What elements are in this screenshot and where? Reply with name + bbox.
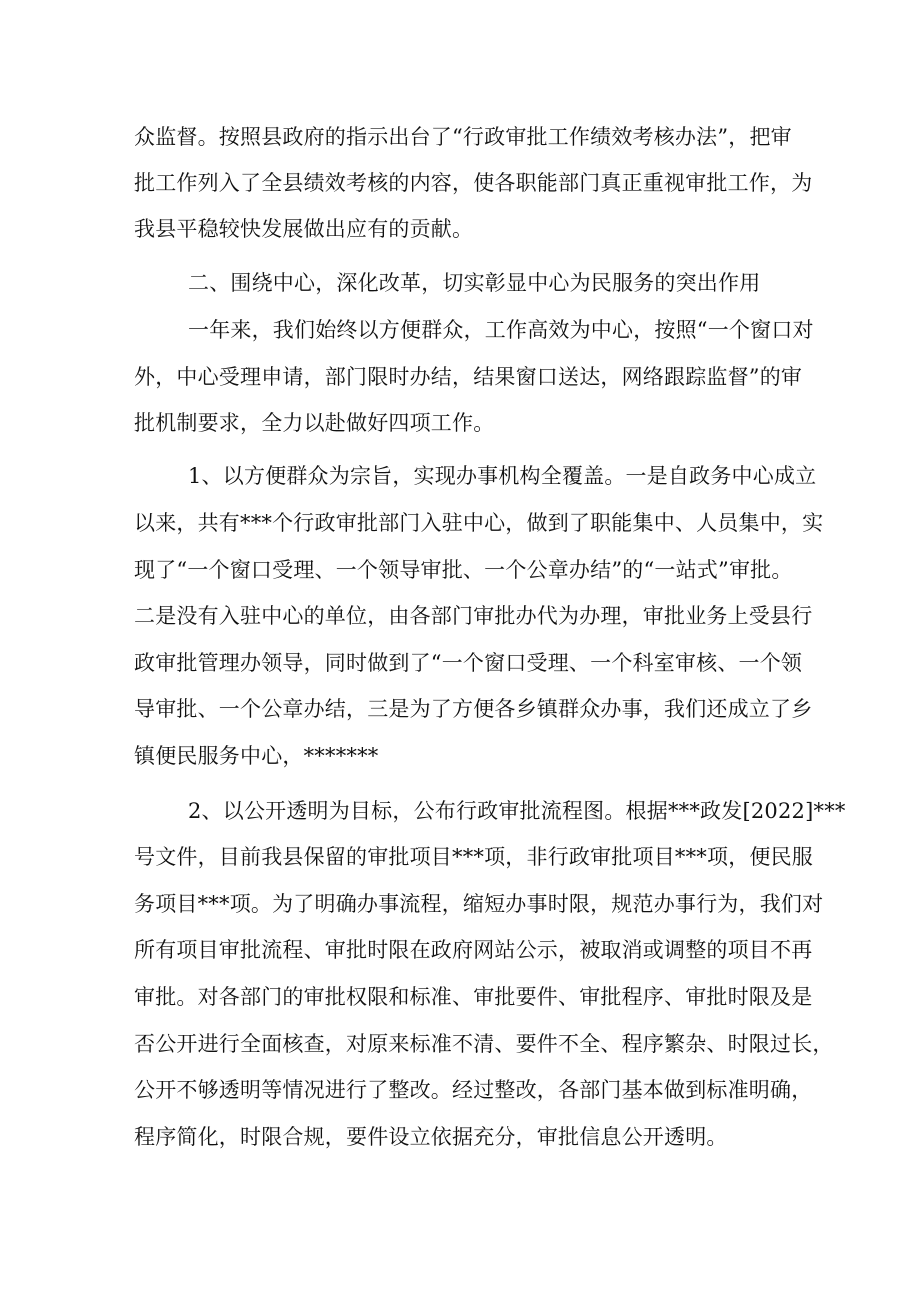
item-2-line-6: 否公开进行全面核查，对原来标准不清、要件不全、程序繁杂、时限过长，	[134, 1032, 834, 1056]
item-2-line-1: 2、以公开透明为目标，公布行政审批流程图。根据***政发[2022]***	[188, 799, 846, 823]
section-intro-line-2: 外，中心受理申请，部门限时办结，结果窗口送达，网络跟踪监督”的审	[134, 365, 803, 389]
item-2-line-5: 审批。对各部门的审批权限和标准、审批要件、审批程序、审批时限及是	[134, 985, 813, 1009]
item-2-line-2: 号文件，目前我县保留的审批项目***项，非行政审批项目***项，便民服	[134, 845, 813, 869]
item-1-line-1: 1、以方便群众为宗旨，实现办事机构全覆盖。一是自政务中心成立	[188, 464, 817, 488]
item-1-line-3: 现了“一个窗口受理、一个领导审批、一个公章办结”的“一站式”审批。	[134, 558, 793, 582]
item-1-line-2: 以来，共有***个行政审批部门入驻中心，做到了职能集中、人员集中，实	[134, 511, 824, 535]
section-intro-line-3: 批机制要求，全力以赴做好四项工作。	[134, 411, 495, 435]
section-intro-line-1: 一年来，我们始终以方便群众，工作高效为中心，按照“一个窗口对	[188, 318, 814, 342]
item-2-line-3: 务项目***项。为了明确办事流程，缩短办事时限，规范办事行为，我们对	[134, 892, 824, 916]
intro-cont-line-3: 我县平稳较快发展做出应有的贡献。	[134, 217, 474, 241]
item-2-line-7: 公开不够透明等情况进行了整改。经过整改，各部门基本做到标准明确，	[134, 1078, 813, 1102]
intro-cont-line-2: 批工作列入了全县绩效考核的内容，使各职能部门真正重视审批工作，为	[134, 171, 813, 195]
item-1-line-5: 政审批管理办领导，同时做到了“一个窗口受理、一个科室审核、一个领	[134, 651, 803, 675]
item-2-line-4: 所有项目审批流程、审批时限在政府网站公示，被取消或调整的项目不再	[134, 938, 813, 962]
item-1-line-4: 二是没有入驻中心的单位，由各部门审批办代为办理，审批业务上受县行	[134, 604, 813, 628]
item-1-line-7: 镇便民服务中心，*******	[134, 744, 379, 768]
section-heading: 二、围绕中心，深化改革，切实彰显中心为民服务的突出作用	[188, 271, 761, 295]
intro-cont-line-1: 众监督。按照县政府的指示出台了“行政审批工作绩效考核办法”，把审	[134, 125, 792, 149]
item-2-line-8: 程序简化，时限合规，要件设立依据充分，审批信息公开透明。	[134, 1125, 728, 1149]
item-1-line-6: 导审批、一个公章办结，三是为了方便各乡镇群众办事，我们还成立了乡	[134, 697, 813, 721]
